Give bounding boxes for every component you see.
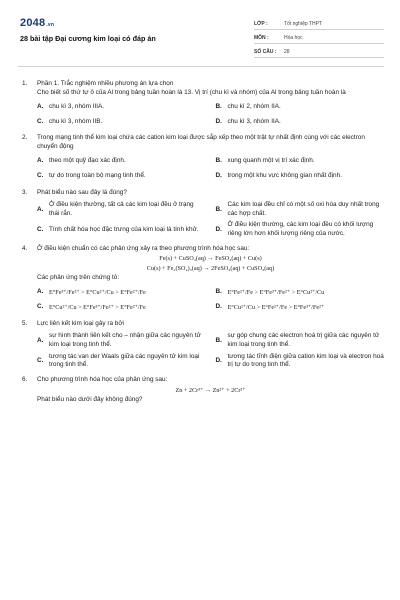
meta-value: Hóa học — [284, 35, 303, 42]
question-number: 3. — [22, 188, 28, 196]
question-number: 4. — [22, 244, 28, 252]
question-number: 5. — [22, 319, 28, 327]
meta-row-subject — [254, 30, 384, 44]
option-a[interactable]: A. theo một quỹ đạo xác định. — [37, 157, 126, 165]
options — [37, 156, 384, 183]
equation-1: Zn + 2Cr³⁺ → Zn²⁺ + 2Cr²⁺ — [175, 386, 246, 394]
question-number: 6. — [22, 375, 28, 383]
option-b[interactable]: B. sự góp chung các electron hoá trị giữa các nguyên tử kim loại trong tinh thể. — [215, 332, 380, 349]
option-c[interactable]: C. chu kì 3, nhóm IIB. — [37, 117, 103, 125]
question-list — [22, 80, 384, 411]
option-a[interactable]: A. E°Fe³⁺/Fe²⁺ > E°Cu²⁺/Cu > E°Fe²⁺/Fe — [37, 288, 146, 296]
option-c[interactable]: C. tương tác van der Waals giữa các nguyên tử kim loại trong tinh thể. — [37, 352, 200, 369]
question-text: Trong mạng tinh thể kim loại chứa các cation kim loại được sắp xếp theo một trật tự nhất định cùng với các electron chuyển động — [37, 134, 365, 150]
option-b[interactable]: B. xung quanh một vị trí xác định. — [215, 157, 315, 165]
option-a[interactable]: A. chu kì 3, nhóm IIIA. — [37, 102, 105, 110]
meta-label: LỚP : — [254, 21, 268, 28]
question-2 — [22, 134, 384, 182]
option-c[interactable]: C. E°Cu²⁺/Cu > E°Fe³⁺/Fe²⁺ > E°Fe²⁺/Fe — [37, 303, 146, 311]
question-subtext: Các phản ứng trên chứng tỏ: — [37, 274, 120, 282]
question-text: Phát biểu nào sau đây là đúng? — [37, 188, 127, 196]
question-3 — [22, 189, 384, 239]
option-b[interactable]: B. E°Fe²⁺/Fe > E°Fe³⁺/Fe²⁺ > E°Cu²⁺/Cu — [215, 288, 325, 296]
question-5 — [22, 320, 384, 370]
equation-2: Cu(s) + Fe₂(SO₄)₃(aq) → 2FeSO₄(aq) + CuSO₄(aq) — [146, 264, 275, 272]
option-a[interactable]: A. Ở điều kiện thường, tất cả các kim loại đều ở trạng thái rắn. — [37, 201, 194, 217]
question-number: 2. — [22, 134, 28, 142]
option-d[interactable]: D. chu kì 3, nhóm IIA. — [215, 117, 281, 125]
option-d[interactable]: D. Ở điều kiện thường, các kim loại đều có khối lượng riêng lớn hơn khối lượng riêng của nước. — [215, 221, 374, 238]
option-b[interactable]: B. Các kim loại đều chỉ có một số oxi hóa duy nhất trong các hợp chất. — [215, 201, 380, 217]
question-number: 1. — [22, 80, 28, 87]
meta-value: Tốt nghiệp THPT — [284, 21, 322, 28]
question-4 — [22, 245, 384, 314]
header-divider — [18, 66, 384, 67]
meta-table — [254, 16, 384, 58]
question-text: Cho biết số thứ tự ô của Al trong bảng tuần hoàn là 13. Vị trí (chu kì và nhóm) của Al trong bảng tuần hoàn là — [37, 88, 346, 96]
page-title: 28 bài tập Đại cương kim loại có đáp án — [20, 34, 156, 43]
option-c[interactable]: C. Tính chất hóa học đặc trưng của kim loại là tính khử. — [37, 225, 199, 233]
question-text: Cho phương trình hóa học của phản ứng sau: — [37, 375, 168, 383]
meta-row-count — [254, 44, 384, 58]
document-header — [18, 14, 384, 64]
meta-row-class — [254, 16, 384, 30]
question-1 — [22, 80, 384, 128]
option-d[interactable]: D. tương tác tĩnh điện giữa cation kim loại và electron hoá trị tự do trong tinh thể. — [215, 352, 384, 369]
options — [37, 287, 384, 314]
site-logo[interactable]: 2048.vn — [20, 17, 55, 29]
question-text: Lực liên kết kim loại gây ra bởi — [37, 319, 124, 327]
section-title: Phần 1. Trắc nghiệm nhiều phương án lựa chọn — [37, 80, 174, 87]
options — [37, 101, 384, 128]
question-text: Ở điều kiện chuẩn có các phản ứng xảy ra theo phương trình hóa học sau: — [37, 244, 250, 252]
options — [37, 201, 384, 239]
option-b[interactable]: B. chu kì 2, nhóm IIA. — [215, 102, 281, 110]
question-subtext: Phát biểu nào dưới đây không đúng? — [37, 395, 143, 403]
option-d[interactable]: D. E°Cu²⁺/Cu > E°Fe²⁺/Fe > E°Fe³⁺/Fe²⁺ — [215, 303, 325, 311]
options — [37, 332, 384, 370]
option-d[interactable]: D. trong một khu vực không gian nhất định. — [215, 172, 342, 180]
meta-label: SỐ CÂU : — [254, 49, 277, 56]
question-6 — [22, 376, 384, 405]
option-a[interactable]: A. sự hình thành liên kết cho – nhận giữa các nguyên tử kim loại trong tinh thể. — [37, 332, 201, 349]
option-c[interactable]: C. tự do trong toàn bộ mạng tinh thể. — [37, 172, 146, 180]
meta-value: 28 — [284, 49, 290, 56]
meta-label: MÔN : — [254, 35, 269, 42]
equation-1: Fe(s) + CuSO₄(aq) → FeSO₄(aq) + Cu(s) — [159, 255, 262, 263]
